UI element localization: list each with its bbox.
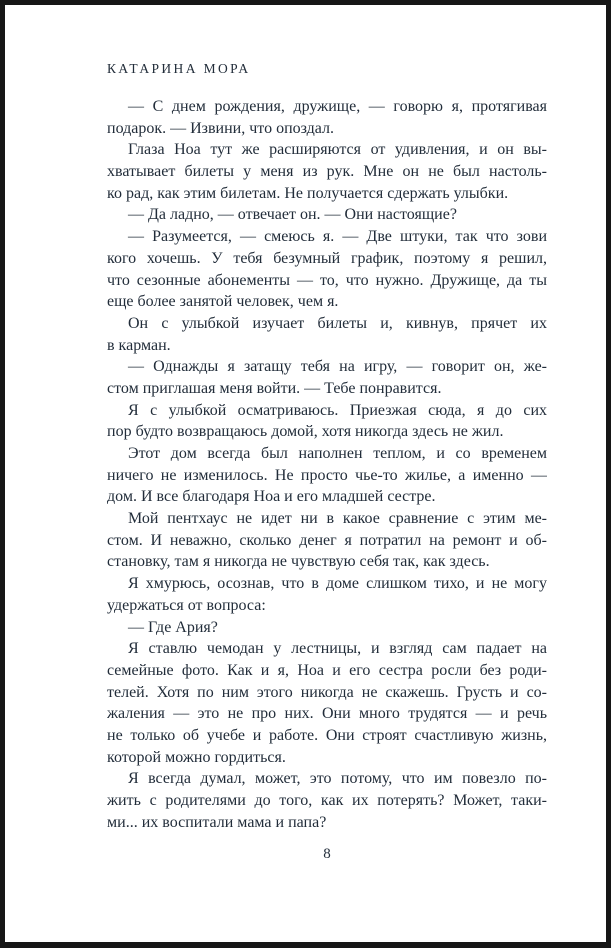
text-line: — Да ладно, — отвечает он. — Они настоящие? xyxy=(128,206,457,224)
paragraph xyxy=(107,617,547,639)
paragraph xyxy=(107,573,547,616)
text-line: — С днем рождения, дружище, — говорю я, протягивая xyxy=(128,98,547,115)
text-line: Он с улыбкой изучает билеты и, кивнув, прячет их xyxy=(128,314,547,332)
text-line: Этот дом всегда был наполнен теплом, и со временем xyxy=(128,445,547,462)
text-block xyxy=(107,96,547,833)
text-line: удержаться от вопроса: xyxy=(107,596,266,614)
text-line: Мой пентхаус не идет ни в какое сравнение с этим ме- xyxy=(128,510,547,528)
text-line: Глаза Ноа тут же расширяются от удивления, и он вы- xyxy=(128,141,547,159)
text-line: жить с родителями до того, как их потерять? Может, таки- xyxy=(107,792,547,809)
text-line: пор будто возвращаюсь домой, хотя никогда здесь не жил. xyxy=(107,423,504,441)
text-line: становку, там я никогда не чувствую себя так, как здесь. xyxy=(107,553,490,571)
paragraph xyxy=(107,400,547,443)
text-line: Я всегда думал, может, это потому, что им повезло по- xyxy=(128,770,547,788)
paragraph xyxy=(107,638,547,768)
text-line: ничего не изменилось. Не просто чье-то жилье, а именно — xyxy=(107,466,547,484)
page-number: 8 xyxy=(323,846,331,862)
paragraph xyxy=(107,768,547,833)
paragraph xyxy=(107,443,547,508)
paragraph xyxy=(107,139,547,204)
text-line: жаления — это не про них. Они много трудятся — и речь xyxy=(107,705,547,723)
paragraph xyxy=(107,313,547,356)
book-page xyxy=(5,5,606,942)
text-line: дом. И все благодаря Ноа и его младшей сестре. xyxy=(107,488,436,506)
text-line: Я хмурюсь, осознав, что в доме слишком тихо, и не могу xyxy=(128,575,547,593)
text-line: еще более занятой человек, чем я. xyxy=(107,293,339,311)
text-line: телей. Хотя по ним этого никогда не скажешь. Грусть и со- xyxy=(107,683,547,701)
text-line: в карман. xyxy=(107,336,171,354)
text-line: не только об учебе и работе. Они строят счастливую жизнь, xyxy=(107,726,547,744)
text-line: кого хочешь. У тебя безумный график, поэтому я решил, xyxy=(107,249,547,267)
text-line: — Разумеется, — смеюсь я. — Две штуки, так что зови xyxy=(128,228,547,246)
text-line: стом. И неважно, сколько денег я потратил на ремонт и об- xyxy=(107,531,547,549)
text-line: хватывает билеты у меня из рук. Мне он не был настоль- xyxy=(107,163,547,181)
text-line: которой можно гордиться. xyxy=(107,748,286,766)
text-line: что сезонные абонементы — то, что нужно. Дружище, да ты xyxy=(107,271,547,289)
text-line: семейные фото. Как и я, Ноа и его сестра росли без роди- xyxy=(107,661,547,679)
text-line: — Однажды я затащу тебя на игру, — говорит он, же- xyxy=(128,358,547,376)
text-line: Я ставлю чемодан у лестницы, и взгляд сам падает на xyxy=(128,640,547,658)
paragraph xyxy=(107,226,547,313)
text-line: ко рад, как этим билетам. Не получается сдержать улыбки. xyxy=(107,184,509,202)
paragraph xyxy=(107,356,547,399)
paragraph xyxy=(107,204,547,226)
text-line: Я с улыбкой осматриваюсь. Приезжая сюда, я до сих xyxy=(128,401,547,419)
text-line: ми... их воспитали мама и папа? xyxy=(107,813,327,831)
text-line: подарок. — Извини, что опоздал. xyxy=(107,119,335,137)
running-header-author: КАТАРИНА МОРА xyxy=(107,61,251,76)
paragraph xyxy=(107,508,547,573)
paragraph xyxy=(107,96,547,139)
text-line: — Где Ария? xyxy=(128,618,218,636)
text-line: стом приглашая меня войти. — Тебе понравится. xyxy=(107,379,442,397)
